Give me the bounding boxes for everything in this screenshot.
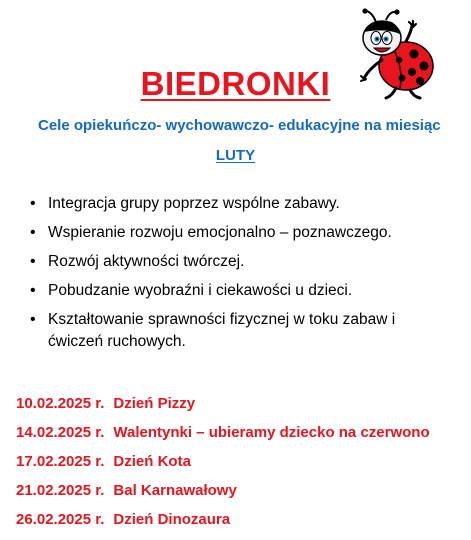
ladybug-icon — [352, 8, 438, 100]
event-name: Bal Karnawałowy — [113, 482, 237, 499]
month-heading — [0, 146, 471, 166]
event-date: 14.02.2025 r. — [16, 424, 105, 441]
page-title-text: BIEDRONKI — [140, 65, 331, 102]
event-name: Dzień Dinozaura — [113, 511, 231, 528]
event-item — [16, 423, 430, 452]
goals-list — [30, 193, 460, 360]
event-name: Walentynki – ubieramy dziecko na czerwono — [113, 424, 430, 441]
goal-item: • Kształtowanie sprawności fizycznej w toku zabaw i ćwiczeń ruchowych. — [30, 309, 418, 353]
goal-item: • Rozwój aktywności twórczej. — [30, 251, 460, 273]
month-label: LUTY — [215, 147, 256, 164]
events-list — [16, 394, 430, 539]
event-name: Dzień Kota — [113, 453, 191, 470]
event-item — [16, 452, 430, 481]
event-item — [16, 394, 430, 423]
goal-item: • Wspieranie rozwoju emocjonalno – poznawczego. — [30, 222, 460, 244]
subtitle: Cele opiekuńczo- wychowawczo- edukacyjne na miesiąc — [38, 117, 441, 134]
event-item — [16, 510, 430, 539]
event-date: 10.02.2025 r. — [16, 395, 105, 412]
goal-item: • Integracja grupy poprzez wspólne zabawy. — [30, 193, 460, 215]
event-date: 26.02.2025 r. — [16, 511, 105, 528]
event-date: 17.02.2025 r. — [16, 453, 105, 470]
event-name: Dzień Pizzy — [113, 395, 196, 412]
event-item — [16, 481, 430, 510]
event-date: 21.02.2025 r. — [16, 482, 105, 499]
goal-item: • Pobudzanie wyobraźni i ciekawości u dzieci. — [30, 280, 460, 302]
